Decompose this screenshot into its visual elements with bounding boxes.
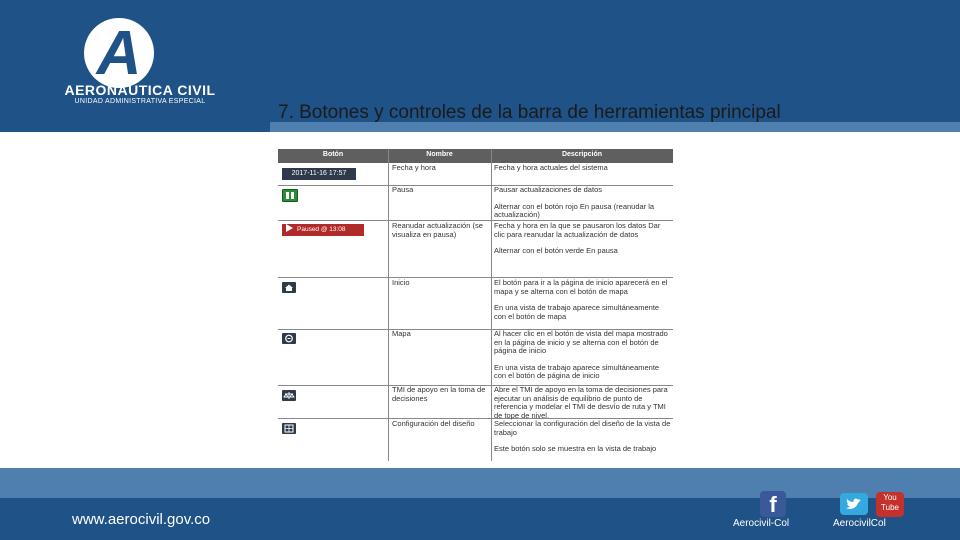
table-row [392, 279, 489, 288]
toolbar-buttons-table [278, 149, 673, 461]
row-desc: Fecha y hora en la que se pausaron los datos Dar clic para reanudar la actualización de datos [494, 221, 661, 239]
layout-icon[interactable] [282, 423, 296, 434]
youtube-icon[interactable]: You Tube [876, 492, 904, 517]
row-desc: El botón para ir a la página de inicio aparecerá en el mapa y se alterna con el botón de mapa [494, 278, 668, 296]
footer-accent-strip [0, 468, 960, 498]
row-desc: Pausar actualizaciones de datos [494, 185, 602, 194]
column-divider [491, 149, 492, 461]
table-row [494, 279, 672, 321]
logo-a-icon: A [96, 19, 142, 88]
table-row [392, 222, 489, 239]
table-header [278, 149, 673, 163]
row-name: Reanudar actualización (se visualiza en pausa) [392, 221, 483, 239]
scales-icon[interactable] [282, 390, 296, 401]
row-name: Mapa [392, 329, 411, 338]
row-desc: Al hacer clic en el botón de vista del mapa mostrado en la página de inicio y se alterna con el botón de página de inicio [494, 329, 668, 356]
paused-label: Paused @ 13:08 [297, 226, 346, 233]
logo-subtitle: UNIDAD ADMINISTRATIVA ESPECIAL [74, 98, 206, 105]
row-desc: Fecha y hora actuales del sistema [494, 163, 608, 172]
row-desc: En una vista de trabajo aparece simultáneamente con el botón de página de inicio [494, 362, 660, 381]
datetime-button[interactable]: 2017-11-16 17:57 [282, 168, 356, 180]
table-row [494, 330, 672, 381]
row-name: Pausa [392, 185, 414, 194]
header-left-strip [0, 122, 270, 132]
table-row [494, 386, 672, 420]
twitter-icon[interactable] [840, 493, 868, 515]
table-row [392, 330, 489, 339]
row-name: Fecha y hora [392, 163, 436, 172]
twitter-label[interactable]: AerocivilCol [833, 518, 886, 529]
table-row [494, 222, 672, 256]
pause-icon[interactable] [282, 189, 298, 202]
table-row [494, 420, 672, 454]
home-icon[interactable] [282, 282, 296, 293]
website-url[interactable]: www.aerocivil.gov.co [72, 511, 211, 528]
slide-title: 7. Botones y controles de la barra de herramientas principal [278, 102, 781, 123]
table-row [392, 386, 489, 403]
play-icon [286, 224, 293, 232]
row-desc: Abre el TMI de apoyo en la toma de decisiones para ejecutar un análisis de equilibrio de punto de referencia y modelar el TMI de desvío de ruta y TMI de tope de nivel. [494, 385, 668, 420]
table-row [392, 164, 489, 173]
row-desc: En una vista de trabajo aparece simultáneamente con el botón de mapa [494, 303, 660, 321]
logo-circle [84, 18, 154, 88]
aerocivil-logo [40, 16, 240, 108]
column-header-nombre: Nombre [426, 151, 453, 158]
table-row [494, 186, 672, 220]
logo-name: AERONÁUTICA CIVIL [64, 82, 216, 98]
row-name: TMI de apoyo en la toma de decisiones [392, 385, 486, 403]
table-row [392, 420, 489, 429]
column-divider [388, 149, 389, 461]
table-row [392, 186, 489, 195]
column-header-boton: Botón [322, 151, 344, 158]
facebook-label[interactable]: Aerocivil-Col [733, 518, 790, 529]
row-desc: Alternar con el botón verde En pausa [494, 246, 618, 256]
row-name: Inicio [392, 278, 410, 287]
row-name: Configuración del diseño [392, 419, 475, 428]
row-desc: Seleccionar la configuración del diseño de la vista de trabajo [494, 419, 671, 437]
paused-button[interactable] [282, 224, 364, 236]
facebook-icon[interactable]: f [760, 491, 786, 517]
table-row [494, 164, 672, 173]
column-header-descripcion: Descripción [561, 151, 603, 158]
row-desc: Alternar con el botón rojo En pausa (reanudar la actualización) [494, 201, 655, 220]
row-desc: Este botón solo se muestra en la vista de trabajo [494, 444, 657, 454]
map-icon[interactable] [282, 333, 296, 344]
